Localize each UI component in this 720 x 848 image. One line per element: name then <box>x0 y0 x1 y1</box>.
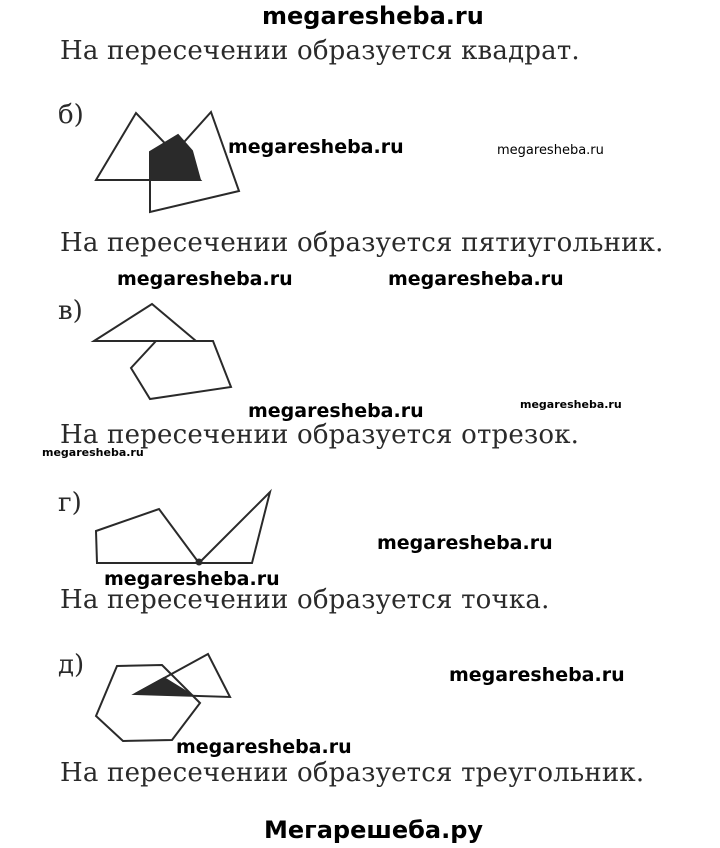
figure-d-shaded-triangle <box>135 678 190 694</box>
label-b: б) <box>58 100 84 130</box>
figure-b-quadrilateral <box>150 112 239 212</box>
footer-brand: Мегарешеба.ру <box>264 816 484 844</box>
watermark-6: megaresheba.ru <box>520 398 622 411</box>
sentence-square: На пересечении образуется квадрат. <box>60 36 580 66</box>
figure-b-shaded-pentagon <box>150 135 200 180</box>
sentence-segment: На пересечении образуется отрезок. <box>60 420 580 450</box>
watermark-1: megaresheba.ru <box>228 136 404 158</box>
watermark-7: megaresheba.ru <box>42 446 144 459</box>
figure-g-pentagon <box>96 509 199 563</box>
watermark-9: megaresheba.ru <box>104 568 280 590</box>
sentence-point: На пересечении образуется точка. <box>60 585 550 615</box>
label-d: д) <box>58 650 85 680</box>
figure-b-triangle <box>96 113 200 180</box>
figure-v-pentagon <box>131 341 231 399</box>
figure-g-point <box>196 559 203 566</box>
label-v: в) <box>58 296 83 326</box>
watermark-10: megaresheba.ru <box>449 664 625 686</box>
figure-d-triangle <box>135 654 230 697</box>
sentence-triangle: На пересечении образуется треугольник. <box>60 758 645 788</box>
sentence-pentagon: На пересечении образуется пятиугольник. <box>60 228 664 258</box>
figure-v-triangle <box>94 304 196 341</box>
watermark-2: megaresheba.ru <box>497 143 604 158</box>
figure-g-triangle <box>199 492 270 563</box>
header-watermark: megaresheba.ru <box>262 2 484 30</box>
watermark-4: megaresheba.ru <box>388 268 564 290</box>
watermark-3: megaresheba.ru <box>117 268 293 290</box>
figure-d-hexagon <box>96 665 200 741</box>
label-g: г) <box>58 488 82 518</box>
watermark-11: megaresheba.ru <box>176 736 352 758</box>
watermark-5: megaresheba.ru <box>248 400 424 422</box>
watermark-8: megaresheba.ru <box>377 532 553 554</box>
